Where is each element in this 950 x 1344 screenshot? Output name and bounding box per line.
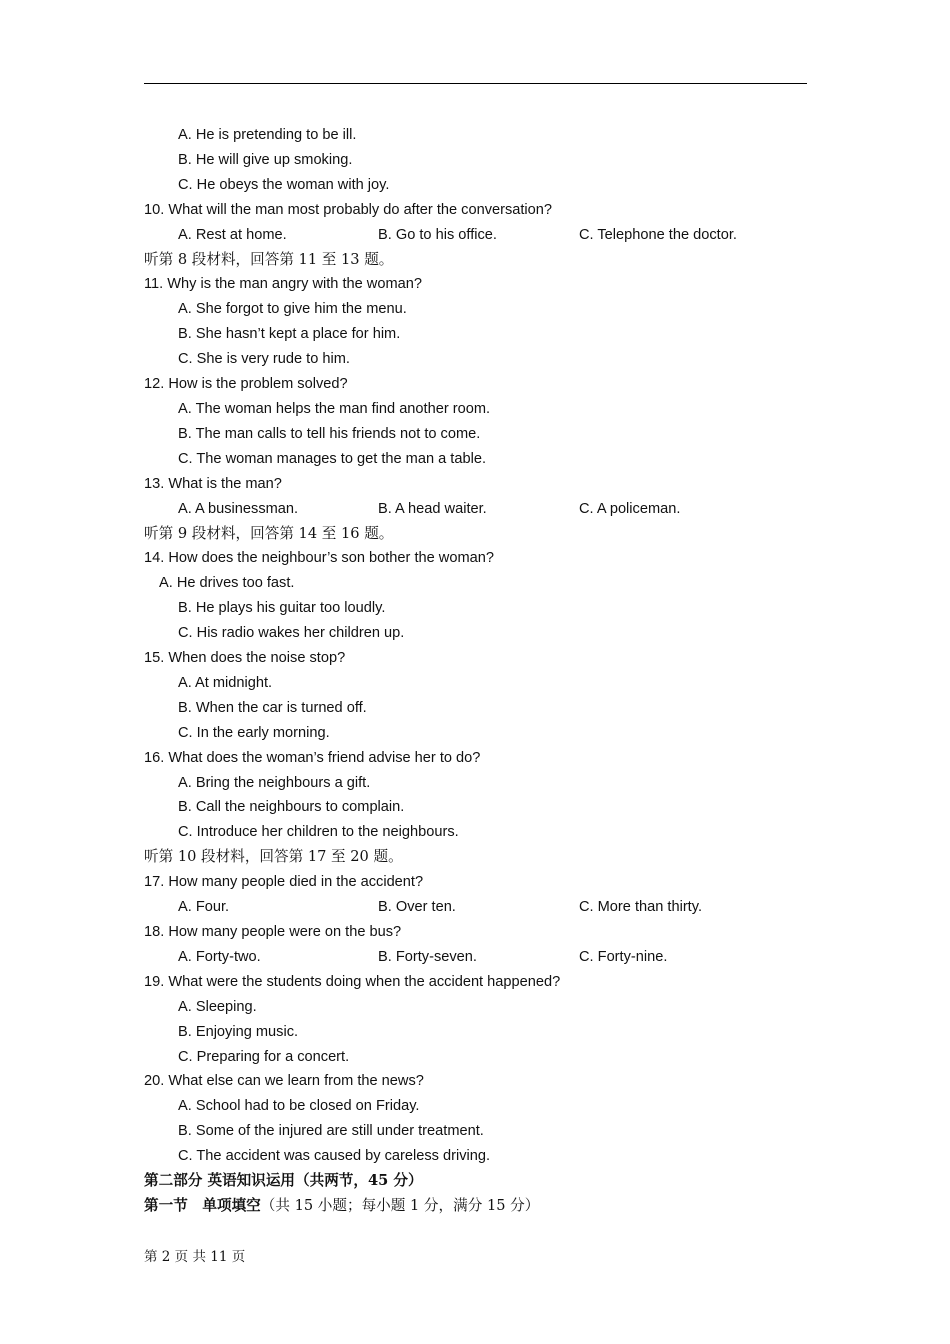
q17-option-c: C. More than thirty. [579, 899, 703, 916]
q13-options [144, 497, 807, 522]
section1-heading-title: 第一节 单项填空 [144, 1196, 261, 1214]
q9-option-a: A. He is pretending to be ill. [178, 127, 357, 143]
section1-heading-details: （共 15 小题；每小题 1 分，满分 15 分） [260, 1196, 540, 1214]
q15-option-b: B. When the car is turned off. [178, 699, 367, 716]
part2-heading: 第二部分 英语知识运用（共两节，45 分） [144, 1172, 423, 1190]
q18-option-a: A. Forty-two. [178, 948, 261, 965]
q9-option-c: C. He obeys the woman with joy. [178, 176, 390, 193]
q11-option-c: C. She is very rude to him. [178, 351, 350, 368]
q10-option-c: C. Telephone the doctor. [579, 226, 737, 243]
q11-option-b: B. She hasn’t kept a place for him. [178, 326, 401, 343]
q20-option-a: A. School had to be closed on Friday. [178, 1098, 420, 1115]
q14-question: 14. How does the neighbour’s son bother the woman? [144, 550, 494, 567]
q17-options [144, 895, 807, 920]
q11-question: 11. Why is the man angry with the woman? [144, 276, 422, 293]
q18-option-c: C. Forty-nine. [579, 948, 668, 965]
page-footer: 第 2 页 共 11 页 [144, 1249, 246, 1265]
section8-header: 听第 8 段材料，回答第 11 至 13 题。 [144, 250, 394, 268]
q12-question: 12. How is the problem solved? [144, 376, 348, 393]
q16-option-b: B. Call the neighbours to complain. [178, 799, 405, 816]
q16-question: 16. What does the woman’s friend advise her to do? [144, 749, 481, 766]
q19-option-a: A. Sleeping. [178, 998, 257, 1015]
q14-option-b: B. He plays his guitar too loudly. [178, 600, 386, 617]
q14-option-c: C. His radio wakes her children up. [178, 625, 405, 642]
q16-option-c: C. Introduce her children to the neighbours. [178, 824, 459, 841]
q10-options [144, 223, 807, 248]
header-rule [144, 83, 807, 84]
q19-option-b: B. Enjoying music. [178, 1023, 299, 1040]
q19-option-c: C. Preparing for a concert. [178, 1048, 350, 1065]
q19-question: 19. What were the students doing when the accident happened? [144, 973, 561, 990]
q9-option-b: B. He will give up smoking. [178, 151, 353, 168]
q16-option-a: A. Bring the neighbours a gift. [178, 774, 371, 791]
section9-header: 听第 9 段材料，回答第 14 至 16 题。 [144, 524, 394, 542]
q15-question: 15. When does the noise stop? [144, 650, 346, 667]
section1-heading [144, 1194, 807, 1219]
q20-option-c: C. The accident was caused by careless driving. [178, 1148, 491, 1165]
q15-option-a: A. At midnight. [178, 674, 273, 691]
q20-question: 20. What else can we learn from the news? [144, 1073, 424, 1090]
q10-question: 10. What will the man most probably do after the conversation? [144, 201, 553, 218]
q13-option-a: A. A businessman. [178, 500, 299, 517]
q13-option-c: C. A policeman. [579, 500, 681, 517]
q17-question: 17. How many people died in the accident? [144, 874, 424, 891]
q10-option-b: B. Go to his office. [378, 226, 497, 243]
q12-option-b: B. The man calls to tell his friends not to come. [178, 425, 481, 442]
q18-question: 18. How many people were on the bus? [144, 924, 402, 940]
q12-option-a: A. The woman helps the man find another room. [178, 400, 491, 417]
q14-option-a: A. He drives too fast. [159, 575, 295, 592]
q18-options [144, 945, 807, 970]
q11-option-a: A. She forgot to give him the menu. [178, 301, 407, 318]
q17-option-b: B. Over ten. [378, 899, 456, 916]
q12-option-c: C. The woman manages to get the man a table. [178, 450, 487, 467]
document-body [144, 123, 807, 1219]
q20-option-b: B. Some of the injured are still under treatment. [178, 1123, 484, 1140]
q10-option-a: A. Rest at home. [178, 226, 287, 243]
q13-question: 13. What is the man? [144, 475, 282, 492]
q15-option-c: C. In the early morning. [178, 724, 330, 741]
section10-header: 听第 10 段材料，回答第 17 至 20 题。 [144, 848, 403, 866]
q13-option-b: B. A head waiter. [378, 500, 487, 517]
q17-option-a: A. Four. [178, 899, 230, 916]
q18-option-b: B. Forty-seven. [378, 948, 477, 965]
